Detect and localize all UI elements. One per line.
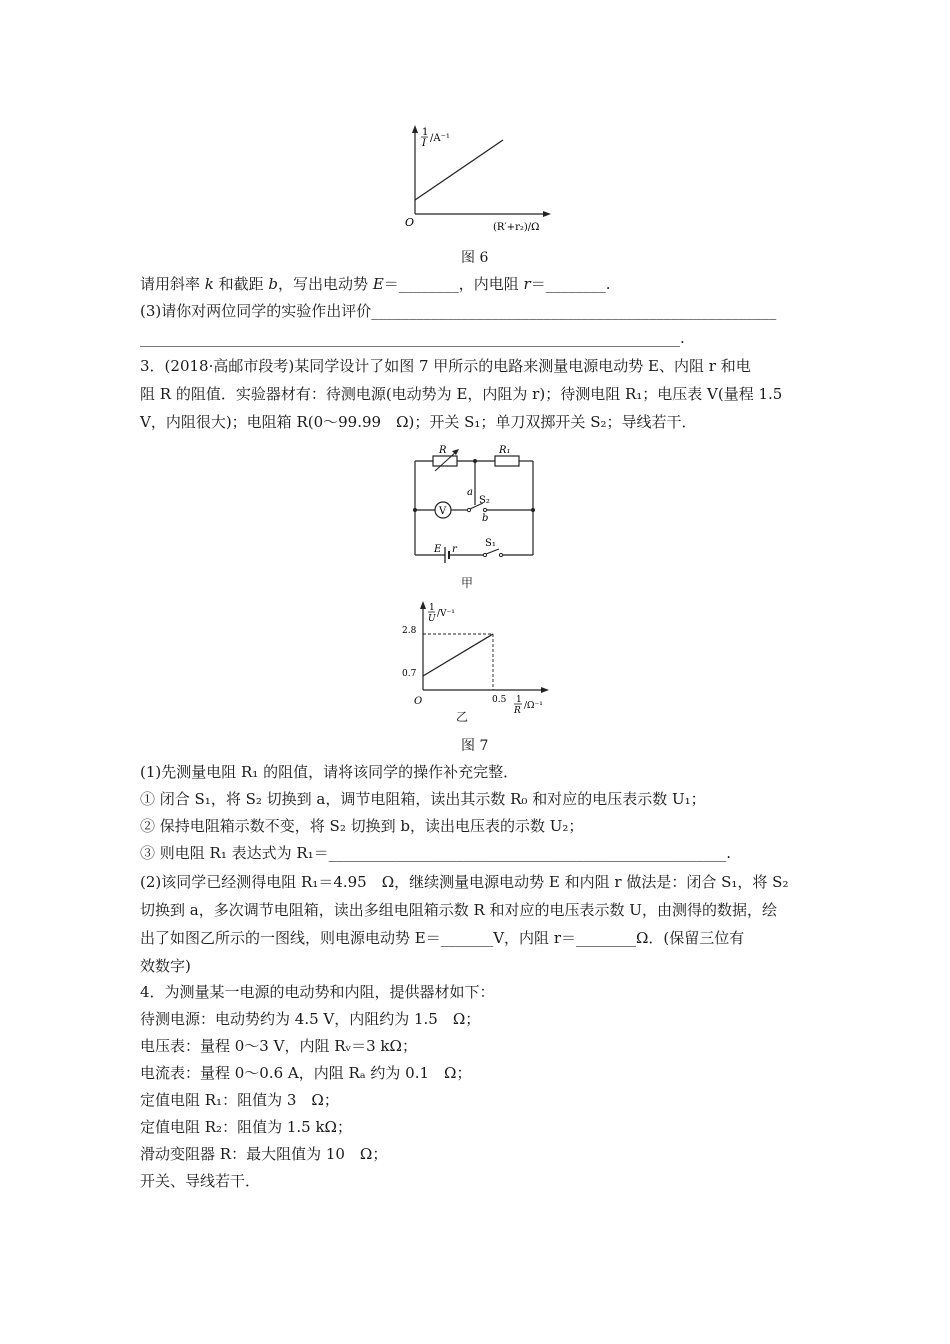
q4-line-8: 开关、导线若干．	[140, 1172, 261, 1190]
figure-7-caption: 图 7	[461, 738, 489, 754]
y-label-numerator: 1	[422, 127, 429, 138]
switch-s2-b-contact	[483, 508, 486, 511]
circuit-caption: 甲	[461, 576, 474, 590]
origin-label: O	[405, 216, 415, 229]
q3-part2-line-4: 效数字)	[140, 957, 191, 975]
y-tick-0.7: 0.7	[402, 669, 417, 679]
resistor-box-R1	[495, 456, 519, 466]
x-label-denominator: R	[514, 706, 521, 713]
x-label-unit: /Ω⁻¹	[524, 701, 543, 711]
data-line	[423, 634, 493, 676]
q4-line-2: 待测电源：电动势约为 4.5 V，内阻约为 1.5 Ω；	[140, 1010, 481, 1028]
x-axis-label: (R′+r₂)/Ω	[493, 222, 540, 233]
q2-text-a: 请用斜率	[140, 275, 205, 293]
x-label-numerator: 1	[516, 695, 522, 705]
q2-var-b: b	[268, 275, 279, 293]
data-line	[415, 140, 503, 200]
figure-6-graph	[395, 122, 555, 237]
junction-left	[413, 508, 417, 512]
label-r: r	[452, 544, 457, 555]
q2-text-c: ，写出电动势	[278, 275, 373, 293]
q4-line-1: 4．为测量某一电源的电动势和内阻，提供器材如下：	[140, 983, 495, 1001]
q3-line-2: 阻 R 的阻值．实验器材有：待测电源(电动势为 E，内阻为 r)；待测电阻 R₁；电压表 V(量程 1.5	[140, 385, 783, 403]
label-S1: S₁	[485, 538, 496, 549]
y-label-denominator: U	[428, 614, 436, 624]
junction-right	[531, 508, 535, 512]
origin-label: O	[414, 696, 423, 707]
y-label-numerator: 1	[429, 603, 435, 613]
q2-var-k: k	[204, 275, 214, 293]
q2-line-2: (3)请你对两位同学的实验作出评价______________________________________________________	[140, 302, 777, 320]
q3-step-3: ③ 则电阻 R₁ 表达式为 R₁＝_____________________________________________________.	[140, 844, 731, 862]
q3-step-2: ② 保持电阻箱示数不变，将 S₂ 切换到 b，读出电压表的示数 U₂；	[140, 817, 584, 835]
q3-line-3: V，内阻很大)；电阻箱 R(0～99.99 Ω)；开关 S₁；单刀双掷开关 S₂；导线若干．	[140, 413, 697, 431]
y-label-denominator: I	[422, 138, 426, 149]
label-R: R	[439, 445, 447, 456]
q4-line-3: 电压表：量程 0～3 V，内阻 Rᵥ＝3 kΩ；	[140, 1037, 417, 1055]
q3-part2-line-2: 切换到 a，多次调节电阻箱，读出多组电阻箱示数 R 和对应的电压表示数 U，由测得的数据，绘	[140, 901, 777, 919]
q3-step-1: ① 闭合 S₁，将 S₂ 切换到 a，调节电阻箱，读出其示数 R₀ 和对应的电压表示数 U₁；	[140, 790, 706, 808]
q4-line-6: 定值电阻 R₂：阻值为 1.5 kΩ；	[140, 1118, 352, 1136]
resistor-box-R	[433, 456, 457, 466]
x-axis-arrow	[543, 211, 551, 217]
y-label-unit: /A⁻¹	[430, 133, 450, 144]
circuit-diagram	[405, 443, 545, 568]
q2-line-3: ________________________________________________________________________.	[140, 329, 685, 347]
graph-yi-caption: 乙	[456, 710, 469, 724]
label-b: b	[482, 513, 489, 524]
q3-part2-line-3: 出了如图乙所示的一图线，则电源电动势 E＝_______V，内阻 r＝________Ω．(保留三位有	[140, 929, 745, 947]
q3-part1-intro: (1)先测量电阻 R₁ 的阻值，请将该同学的操作补充完整．	[140, 763, 519, 781]
graph-yi	[398, 598, 558, 713]
q3-part2-line-1: (2)该同学已经测得电阻 R₁＝4.95 Ω，继续测量电源电动势 E 和内阻 r 做法是：闭合 S₁，将 S₂	[140, 873, 789, 891]
q2-line-1	[140, 274, 611, 294]
q2-text-e: ＝________.	[530, 275, 611, 293]
switch-s1-contact	[499, 553, 502, 556]
label-R1: R₁	[499, 445, 511, 456]
q4-line-5: 定值电阻 R₁：阻值为 3 Ω；	[140, 1091, 339, 1109]
q2-text-d: ＝________，内电阻	[383, 275, 524, 293]
x-tick-0.5: 0.5	[492, 695, 507, 705]
label-a: a	[467, 487, 473, 498]
q2-text-b: 和截距	[213, 275, 269, 293]
y-tick-2.8: 2.8	[402, 626, 417, 636]
label-S2: S₂	[479, 495, 490, 506]
x-axis-arrow	[541, 687, 549, 693]
q2-var-E: E	[372, 275, 384, 293]
q2-var-r: r	[523, 275, 531, 293]
y-axis-arrow	[412, 125, 418, 133]
q3-line-1: 3．(2018·高邮市段考)某同学设计了如图 7 甲所示的电路来测量电源电动势 E、内阻 r 和电	[140, 357, 751, 375]
q4-line-7: 滑动变阻器 R：最大阻值为 10 Ω；	[140, 1145, 388, 1163]
figure-6-caption: 图 6	[461, 250, 489, 266]
switch-s1-blade	[486, 549, 499, 554]
q4-line-4: 电流表：量程 0～0.6 A，内阻 Rₐ 约为 0.1 Ω；	[140, 1064, 472, 1082]
y-label-unit: /V⁻¹	[437, 609, 455, 619]
voltmeter-label: V	[439, 506, 447, 517]
y-axis-arrow	[420, 601, 426, 609]
label-E: E	[434, 544, 442, 555]
